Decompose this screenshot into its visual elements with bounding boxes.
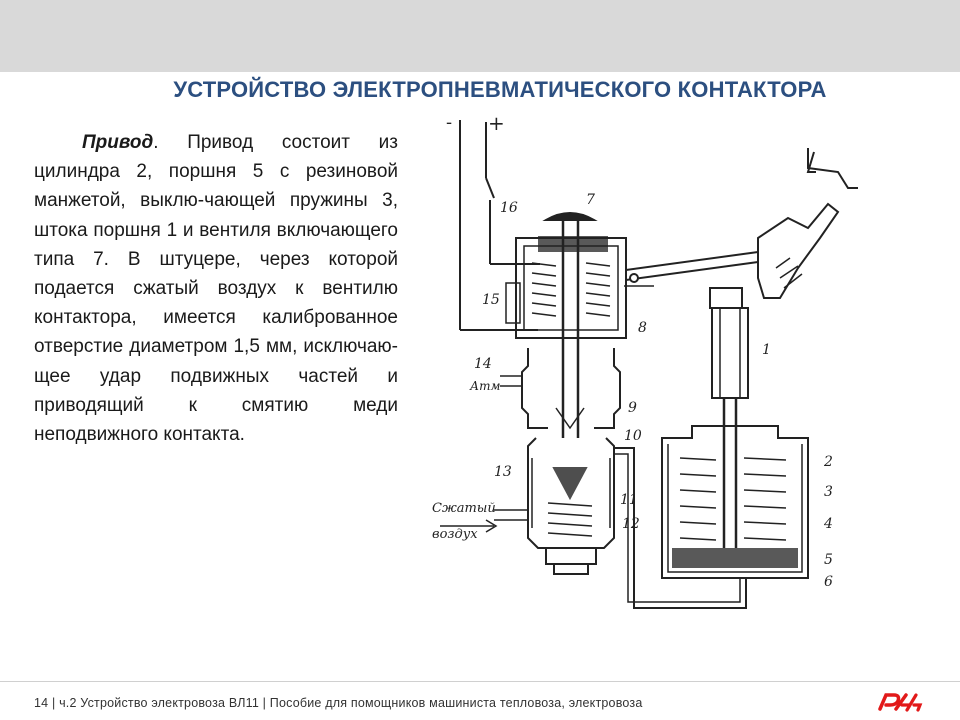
contactor-diagram (428, 108, 858, 614)
label-15: 15 (482, 292, 500, 308)
footer-text: 14 | ч.2 Устройство электровоза ВЛ11 | Пособие для помощников машиниста тепловоза, электровоза (34, 696, 643, 710)
label-8: 8 (638, 320, 647, 336)
rzd-logo-icon (876, 687, 924, 715)
label-7: 7 (586, 192, 595, 208)
switch-contact (486, 178, 494, 198)
label-4: 4 (824, 516, 833, 532)
piston-rod (710, 288, 748, 548)
header-band (0, 0, 960, 72)
valve-body (494, 348, 620, 574)
contact-lever (624, 204, 838, 298)
description-text: . Привод состоит из цилиндра 2, поршня 5 с резиновой манжетой, выклю-чающей пружины 3, штока поршня 1 и вентиля включающего типа 7. В штуцере, через которой подается сжатый воздух к вентилю контактора, имеется калиброванное отверстие диаметром 1,5 мм, исключаю-щее удар подвижных частей и приводящий к смятию меди неподвижного контакта. (34, 132, 398, 446)
label-6: 6 (824, 574, 833, 590)
plus-terminal-label: + (488, 111, 505, 135)
slide-title: УСТРОЙСТВО ЭЛЕКТРОПНЕВМАТИЧЕСКОГО КОНТАКТОРА (173, 77, 827, 102)
description-paragraph (34, 128, 398, 449)
minus-terminal-label: - (446, 112, 453, 133)
air-label-line2: воздух (432, 527, 478, 542)
label-13: 13 (494, 464, 512, 480)
label-9: 9 (628, 400, 637, 416)
footer (0, 682, 960, 720)
fixed-contact (808, 148, 858, 188)
label-5: 5 (824, 552, 833, 568)
label-2: 2 (824, 454, 833, 470)
air-label-line1: Сжатый (432, 501, 496, 516)
label-3: 3 (824, 484, 833, 500)
label-10: 10 (624, 428, 642, 444)
label-14: 14 (474, 356, 492, 372)
label-12: 12 (622, 516, 640, 532)
lead-term: Привод (82, 132, 154, 153)
label-1: 1 (762, 342, 771, 358)
label-11: 11 (620, 492, 638, 508)
label-16: 16 (500, 200, 518, 216)
valve-coil-housing (506, 213, 626, 438)
label-atm: Атм (470, 379, 501, 393)
